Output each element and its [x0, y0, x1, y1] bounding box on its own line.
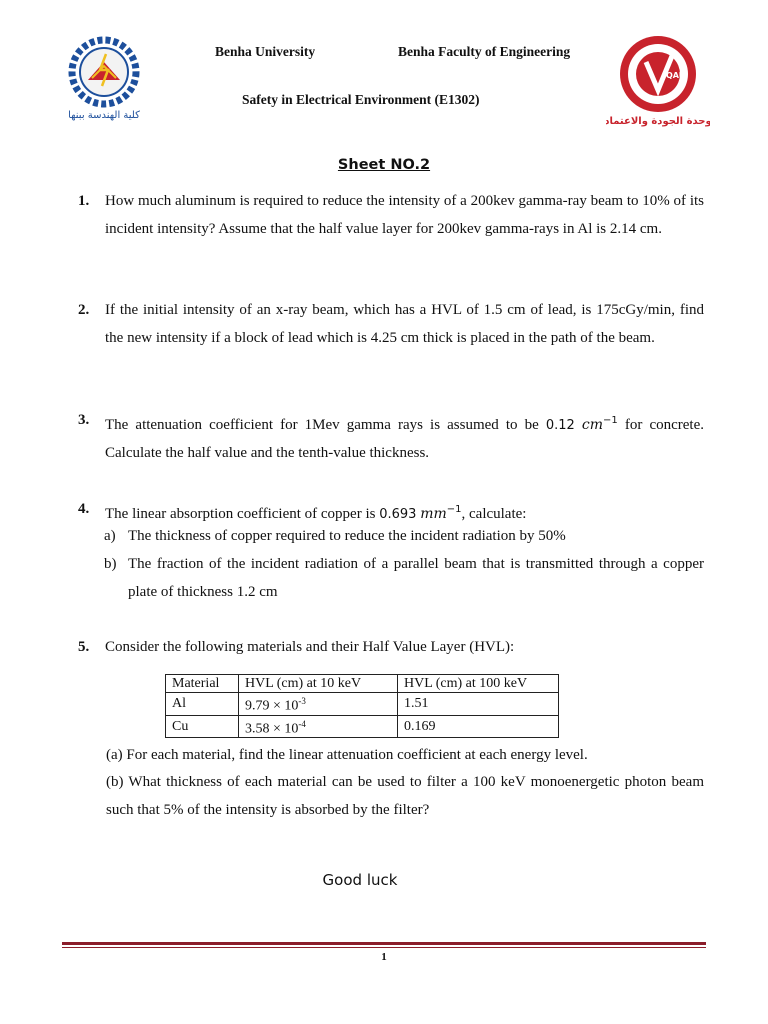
question-5-part-b: (b) What thickness of each material can be used to filter a 100 keV monoenergetic photon beam such that 5% of the intensity is absorbed by the filter? — [106, 774, 704, 818]
table-cell: 1.51 — [398, 693, 559, 716]
question-text-before: The linear absorption coefficient of copper is — [105, 506, 376, 522]
table-header: Material — [166, 675, 239, 693]
question-text: How much aluminum is required to reduce the intensity of a 200kev gamma-ray beam to 10% of its incident intensity? Assume that the half value layer for 200kev gamma-rays in Al is 2.14 cm. — [105, 193, 704, 237]
question-number: 1. — [78, 193, 90, 209]
coefficient-unit: cm — [581, 417, 604, 433]
closing-note: Good luck — [322, 871, 398, 889]
sheet-title: Sheet NO.2 — [337, 157, 431, 173]
question-text-after: , calculate: — [461, 506, 527, 522]
table-row — [166, 693, 559, 716]
hvl-exponent: -4 — [298, 718, 306, 729]
table-cell — [239, 693, 398, 716]
coefficient-exponent: −1 — [603, 415, 618, 426]
question-1 — [78, 188, 704, 243]
faculty-name: Benha Faculty of Engineering — [398, 44, 571, 59]
quality-unit-badge: QAU — [666, 71, 686, 80]
hvl-base: 9.79 × 10 — [245, 698, 299, 714]
table-cell: Al — [166, 693, 239, 716]
quality-unit-caption: وحدة الجودة والاعتماد — [606, 116, 710, 127]
question-number: 5. — [78, 639, 90, 655]
table-cell: Cu — [166, 715, 239, 738]
part-label: a) — [104, 528, 116, 544]
footer-divider — [62, 942, 706, 945]
hvl-base: 3.58 × 10 — [245, 721, 299, 737]
question-2 — [78, 297, 704, 352]
table-header-row — [166, 675, 559, 693]
question-text-after: for concrete. Calculate the half value and the tenth-value thickness. — [105, 417, 705, 461]
question-number: 4. — [78, 501, 90, 517]
hvl-table — [165, 674, 559, 738]
table-cell: 0.169 — [398, 715, 559, 738]
coefficient-value: 0.693 — [379, 507, 417, 522]
coefficient-value: 0.12 — [545, 418, 575, 433]
coefficient-unit: mm — [420, 506, 447, 522]
table-row — [166, 715, 559, 738]
question-text-before: The attenuation coefficient for 1Mev gamma rays is assumed to be — [105, 417, 539, 433]
question-3 — [78, 407, 704, 467]
part-text: The thickness of copper required to reduce the incident radiation by 50% — [128, 528, 566, 544]
question-text: If the initial intensity of an x-ray beam, which has a HVL of 1.5 cm of lead, is 175cGy/min, find the new intensity if a block of lead which is 4.25 cm thick is placed in the path of the beam. — [105, 302, 704, 346]
course-title: Safety in Electrical Environment (E1302) — [242, 92, 480, 107]
question-text: Consider the following materials and their Half Value Layer (HVL): — [105, 639, 515, 655]
university-name: Benha University — [215, 44, 316, 59]
question-number: 3. — [78, 412, 90, 428]
quality-unit-logo — [606, 32, 710, 128]
coefficient-exponent: −1 — [446, 504, 462, 515]
question-number: 2. — [78, 302, 90, 318]
question-5 — [78, 634, 704, 662]
question-4-part-b — [104, 551, 704, 606]
table-header: HVL (cm) at 10 keV — [239, 675, 398, 693]
table-cell — [239, 715, 398, 738]
table-header: HVL (cm) at 100 keV — [398, 675, 559, 693]
hvl-exponent: -3 — [298, 696, 306, 706]
question-5-part-a: (a) For each material, find the linear attenuation coefficient at each energy level. — [106, 747, 588, 763]
faculty-logo-caption: كلية الهندسة ببنها — [68, 110, 140, 121]
faculty-logo — [58, 34, 150, 124]
footer-divider-thin — [62, 947, 706, 948]
question-text — [105, 407, 704, 467]
question-4-part-a — [104, 523, 704, 551]
part-label: b) — [104, 556, 117, 572]
page-number: 1 — [381, 951, 387, 963]
part-text: The fraction of the incident radiation of a parallel beam that is transmitted through a copper plate of thickness 1.2 cm — [128, 556, 704, 600]
